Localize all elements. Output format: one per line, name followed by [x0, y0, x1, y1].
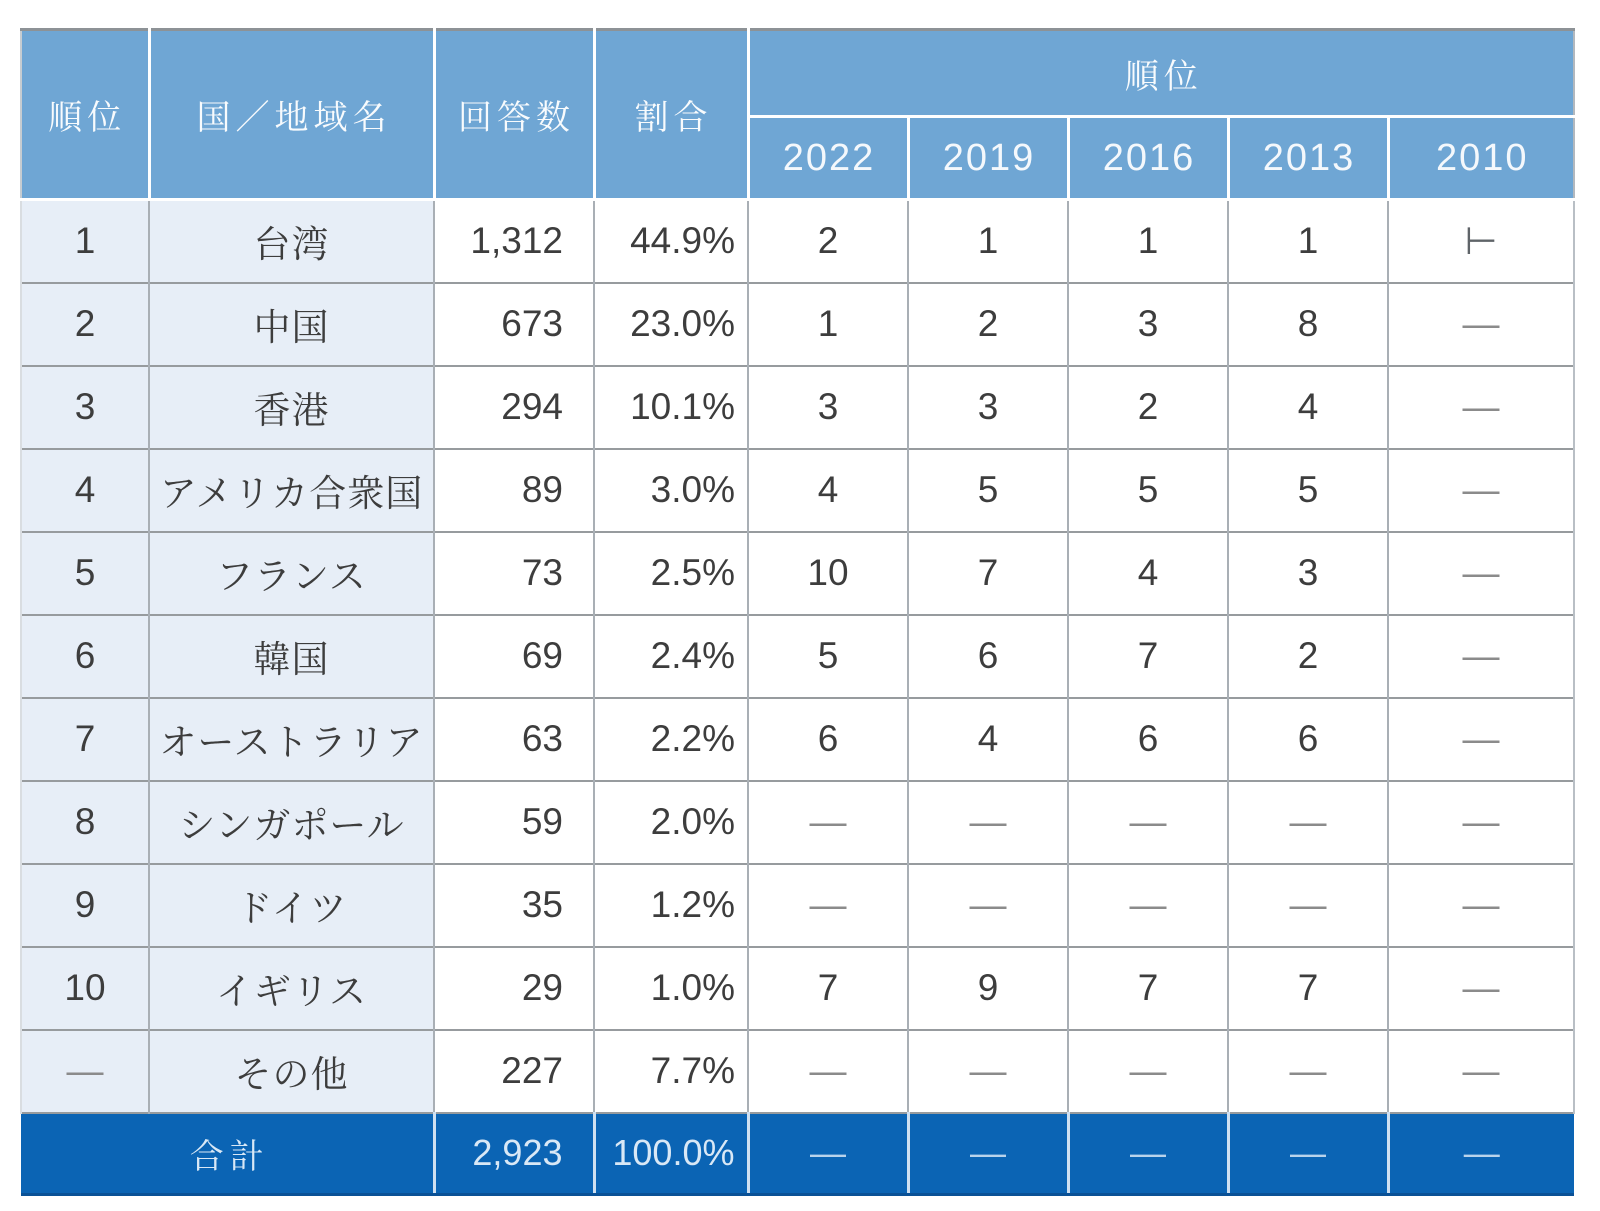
- year-rank-cell: ⊢: [1388, 200, 1574, 283]
- year-rank-cell: 7: [748, 947, 908, 1030]
- table-row: [21, 947, 1574, 1030]
- year-rank-cell: 2: [748, 200, 908, 283]
- rank-cell: 5: [21, 532, 149, 615]
- share-header: 割合: [594, 30, 748, 200]
- table-row: [21, 283, 1574, 366]
- year-rank-cell: 1: [1068, 200, 1228, 283]
- table-row: [21, 1030, 1574, 1113]
- share-cell: 10.1%: [594, 366, 748, 449]
- table-row: [21, 532, 1574, 615]
- table-row: [21, 449, 1574, 532]
- year-rank-cell: —: [1388, 283, 1574, 366]
- year-rank-cell: —: [748, 1030, 908, 1113]
- year-rank-cell: —: [1388, 1030, 1574, 1113]
- rank-group-header: 順位: [748, 30, 1574, 117]
- year-rank-cell: —: [748, 864, 908, 947]
- rank-cell: —: [21, 1030, 149, 1113]
- responses-cell: 227: [434, 1030, 594, 1113]
- table-footer: [21, 1113, 1574, 1195]
- country-cell: フランス: [149, 532, 434, 615]
- table-row: [21, 615, 1574, 698]
- year-rank-cell: 1: [908, 200, 1068, 283]
- year-rank-cell: —: [1388, 698, 1574, 781]
- year-header-2010: 2010: [1388, 117, 1574, 200]
- share-cell: 1.2%: [594, 864, 748, 947]
- year-rank-cell: 7: [1228, 947, 1388, 1030]
- year-rank-cell: —: [1388, 615, 1574, 698]
- total-row: [21, 1113, 1574, 1195]
- year-rank-cell: 5: [908, 449, 1068, 532]
- year-rank-cell: 5: [748, 615, 908, 698]
- responses-cell: 69: [434, 615, 594, 698]
- year-rank-cell: 4: [1068, 532, 1228, 615]
- country-cell: オーストラリア: [149, 698, 434, 781]
- year-rank-cell: 6: [748, 698, 908, 781]
- year-rank-cell: —: [1068, 1030, 1228, 1113]
- year-rank-cell: 2: [908, 283, 1068, 366]
- responses-cell: 63: [434, 698, 594, 781]
- table-body: [21, 200, 1574, 1113]
- country-cell: イギリス: [149, 947, 434, 1030]
- year-rank-cell: —: [1388, 366, 1574, 449]
- year-rank-cell: —: [908, 864, 1068, 947]
- share-cell: 2.2%: [594, 698, 748, 781]
- total-rank-cell: —: [1388, 1113, 1574, 1195]
- rank-cell: 8: [21, 781, 149, 864]
- year-rank-cell: —: [1388, 781, 1574, 864]
- year-rank-cell: 4: [1228, 366, 1388, 449]
- rank-cell: 10: [21, 947, 149, 1030]
- year-header-2016: 2016: [1068, 117, 1228, 200]
- year-rank-cell: 6: [1068, 698, 1228, 781]
- year-rank-cell: 6: [1228, 698, 1388, 781]
- share-cell: 7.7%: [594, 1030, 748, 1113]
- year-rank-cell: —: [1228, 781, 1388, 864]
- responses-header: 回答数: [434, 30, 594, 200]
- rank-header: 順位: [21, 30, 149, 200]
- year-rank-cell: —: [1388, 532, 1574, 615]
- year-rank-cell: —: [1388, 449, 1574, 532]
- year-rank-cell: 3: [908, 366, 1068, 449]
- share-cell: 2.4%: [594, 615, 748, 698]
- total-label: 合計: [21, 1113, 434, 1195]
- responses-cell: 1,312: [434, 200, 594, 283]
- year-rank-cell: 7: [1068, 615, 1228, 698]
- year-rank-cell: —: [1388, 947, 1574, 1030]
- share-cell: 1.0%: [594, 947, 748, 1030]
- rank-cell: 3: [21, 366, 149, 449]
- year-rank-cell: 7: [908, 532, 1068, 615]
- total-share: 100.0%: [594, 1113, 748, 1195]
- year-rank-cell: 4: [748, 449, 908, 532]
- responses-cell: 73: [434, 532, 594, 615]
- year-rank-cell: 9: [908, 947, 1068, 1030]
- year-rank-cell: 3: [1228, 532, 1388, 615]
- rank-cell: 4: [21, 449, 149, 532]
- total-rank-cell: —: [908, 1113, 1068, 1195]
- country-cell: シンガポール: [149, 781, 434, 864]
- country-cell: 中国: [149, 283, 434, 366]
- year-header-2022: 2022: [748, 117, 908, 200]
- year-rank-cell: 2: [1228, 615, 1388, 698]
- year-rank-cell: 2: [1068, 366, 1228, 449]
- responses-cell: 29: [434, 947, 594, 1030]
- table-row: [21, 781, 1574, 864]
- table-row: [21, 200, 1574, 283]
- share-cell: 2.0%: [594, 781, 748, 864]
- year-rank-cell: —: [1068, 864, 1228, 947]
- table-row: [21, 366, 1574, 449]
- share-cell: 23.0%: [594, 283, 748, 366]
- table-row: [21, 864, 1574, 947]
- rank-cell: 6: [21, 615, 149, 698]
- year-rank-cell: 3: [748, 366, 908, 449]
- country-ranking-table: [20, 28, 1575, 1196]
- country-cell: 台湾: [149, 200, 434, 283]
- responses-cell: 35: [434, 864, 594, 947]
- country-cell: アメリカ合衆国: [149, 449, 434, 532]
- total-rank-cell: —: [1228, 1113, 1388, 1195]
- country-cell: その他: [149, 1030, 434, 1113]
- year-header-2013: 2013: [1228, 117, 1388, 200]
- country-cell: ドイツ: [149, 864, 434, 947]
- share-cell: 44.9%: [594, 200, 748, 283]
- year-rank-cell: 7: [1068, 947, 1228, 1030]
- responses-cell: 59: [434, 781, 594, 864]
- year-rank-cell: 4: [908, 698, 1068, 781]
- rank-cell: 9: [21, 864, 149, 947]
- year-rank-cell: 1: [748, 283, 908, 366]
- year-rank-cell: 8: [1228, 283, 1388, 366]
- year-rank-cell: —: [1068, 781, 1228, 864]
- year-rank-cell: 1: [1228, 200, 1388, 283]
- table-row: [21, 698, 1574, 781]
- country-header: 国／地域名: [149, 30, 434, 200]
- responses-cell: 89: [434, 449, 594, 532]
- year-rank-cell: —: [908, 781, 1068, 864]
- year-header-2019: 2019: [908, 117, 1068, 200]
- total-rank-cell: —: [748, 1113, 908, 1195]
- table-header: [21, 30, 1574, 200]
- year-rank-cell: —: [748, 781, 908, 864]
- responses-cell: 294: [434, 366, 594, 449]
- year-rank-cell: —: [1228, 1030, 1388, 1113]
- year-rank-cell: —: [908, 1030, 1068, 1113]
- year-rank-cell: 3: [1068, 283, 1228, 366]
- country-cell: 香港: [149, 366, 434, 449]
- share-cell: 2.5%: [594, 532, 748, 615]
- year-rank-cell: 5: [1228, 449, 1388, 532]
- year-rank-cell: —: [1228, 864, 1388, 947]
- year-rank-cell: 10: [748, 532, 908, 615]
- year-rank-cell: 6: [908, 615, 1068, 698]
- year-rank-cell: —: [1388, 864, 1574, 947]
- total-rank-cell: —: [1068, 1113, 1228, 1195]
- rank-cell: 1: [21, 200, 149, 283]
- country-cell: 韓国: [149, 615, 434, 698]
- year-rank-cell: 5: [1068, 449, 1228, 532]
- share-cell: 3.0%: [594, 449, 748, 532]
- rank-cell: 2: [21, 283, 149, 366]
- rank-cell: 7: [21, 698, 149, 781]
- responses-cell: 673: [434, 283, 594, 366]
- total-responses: 2,923: [434, 1113, 594, 1195]
